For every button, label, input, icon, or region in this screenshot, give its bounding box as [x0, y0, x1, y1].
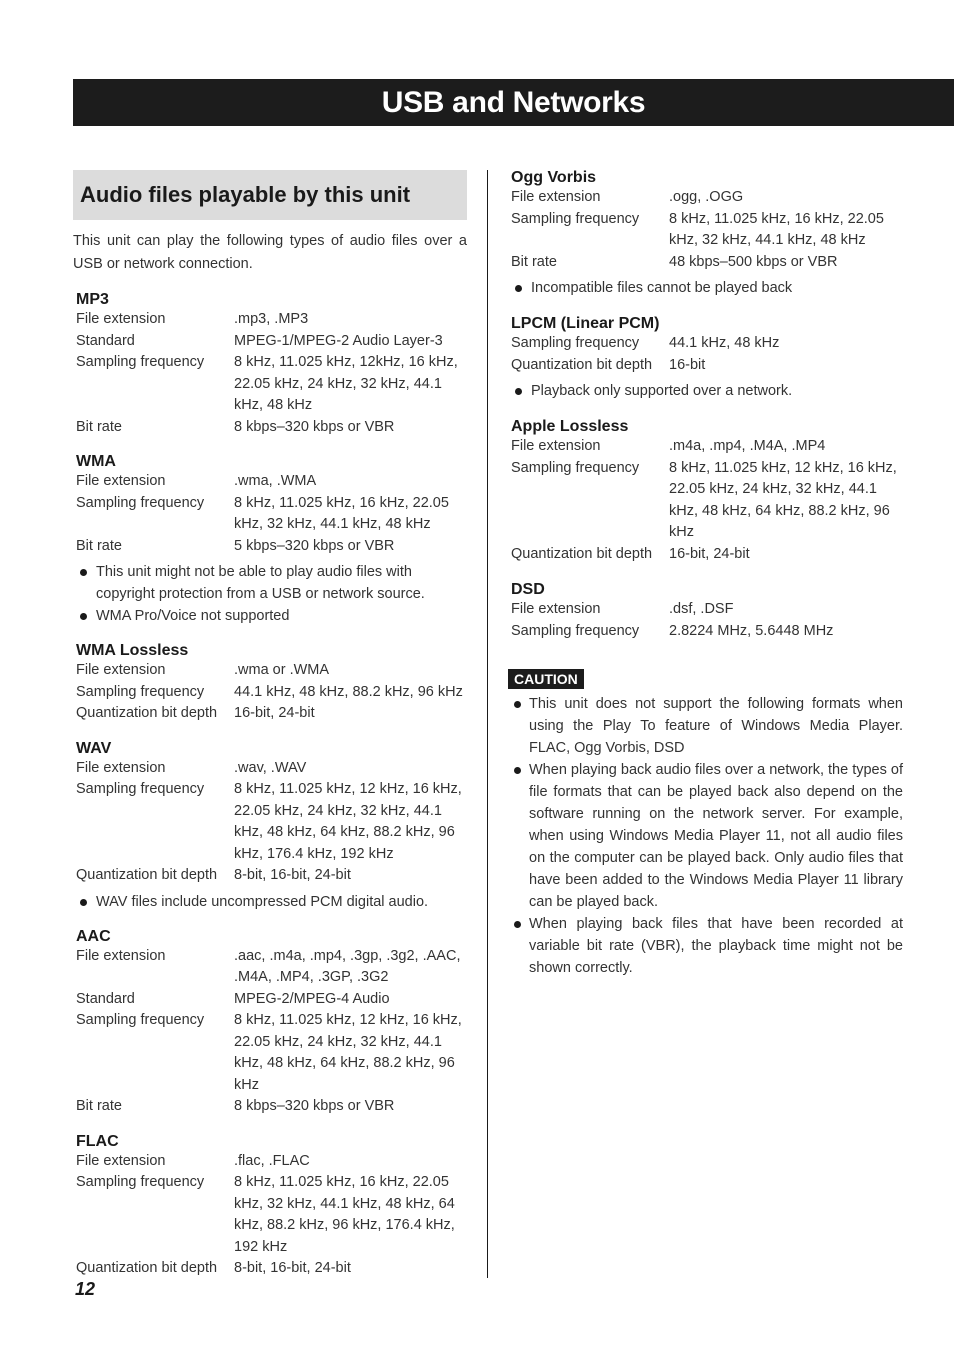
- spec-label: Bit rate: [76, 418, 122, 435]
- spec-value: .wma or .WMA: [234, 662, 330, 678]
- spec-value: 8 kHz, 11.025 kHz, 12 kHz, 16 kHz, 22.05 kHz, 24 kHz, 32 kHz, 44.1 kHz, 48 kHz, 64 kHz, 88.2 kHz, 96 kHz: [669, 459, 897, 540]
- spec-label: Sampling frequency: [511, 210, 640, 227]
- spec-label: File extension: [511, 438, 601, 454]
- spec-row: [76, 703, 467, 725]
- spec-value: 8 kHz, 11.025 kHz, 12kHz, 16 kHz, 22.05 kHz, 24 kHz, 32 kHz, 44.1 kHz, 48 kHz: [234, 354, 458, 413]
- note-text: Playback only supported over a network.: [531, 383, 793, 399]
- spec-label: Bit rate: [511, 253, 557, 270]
- bullet-icon: [80, 613, 87, 620]
- bullet-icon: [514, 767, 521, 774]
- spec-label: Sampling frequency: [76, 354, 205, 370]
- format-title: WMA: [76, 453, 116, 470]
- spec-value: 16-bit: [669, 356, 706, 373]
- spec-label: File extension: [76, 311, 166, 327]
- spec-label: Quantization bit depth: [511, 545, 653, 562]
- bullet-icon: [515, 388, 522, 395]
- spec-value: 16-bit, 24-bit: [669, 545, 750, 562]
- spec-label: File extension: [76, 662, 166, 678]
- spec-label: Sampling frequency: [76, 494, 205, 511]
- spec-value: 48 kbps–500 kbps or VBR: [669, 253, 838, 270]
- spec-value: 16-bit, 24-bit: [234, 705, 315, 721]
- spec-row: [76, 758, 467, 780]
- spec-label: Standard: [76, 990, 135, 1007]
- format-title: Apple Lossless: [511, 418, 629, 435]
- spec-row: [76, 989, 467, 1011]
- caution-text: When playing back audio files over a network, the types of file formats that can be played back also depend on the software running on the network server. For example, when using Windows Media Player 11, not all audio files on the computer can be played back. Only audio files that have been added to the Windows Media Player 11 library can be played back.: [529, 762, 903, 910]
- page-title: USB and Networks: [381, 85, 646, 119]
- spec-value: 44.1 kHz, 48 kHz, 88.2 kHz, 96 kHz: [234, 683, 463, 700]
- spec-label: File extension: [76, 759, 166, 776]
- bullet-icon: [80, 899, 87, 906]
- spec-row: [76, 946, 467, 989]
- spec-value: .flac, .FLAC: [234, 1152, 310, 1169]
- caution-item: [508, 759, 903, 913]
- format-block: [73, 1132, 467, 1280]
- spec-row: [511, 621, 903, 643]
- note-item: [76, 605, 467, 627]
- spec-row: [76, 493, 467, 536]
- spec-label: Sampling frequency: [76, 1174, 205, 1190]
- spec-value: 8 kHz, 11.025 kHz, 16 kHz, 22.05 kHz, 32 kHz, 44.1 kHz, 48 kHz: [234, 494, 449, 532]
- note-list: [76, 891, 467, 913]
- spec-row: [76, 779, 467, 865]
- spec-value: 8 kbps–320 kbps or VBR: [234, 418, 395, 435]
- spec-row: [76, 471, 467, 493]
- caution-label: CAUTION: [508, 669, 584, 689]
- spec-label: Standard: [76, 332, 135, 349]
- spec-label: Quantization bit depth: [76, 1260, 218, 1276]
- note-text: Incompatible files cannot be played back: [531, 280, 793, 296]
- bullet-icon: [515, 285, 522, 292]
- spec-value: .mp3, .MP3: [234, 311, 309, 327]
- spec-label: Sampling frequency: [76, 683, 205, 700]
- right-column: [508, 168, 903, 979]
- spec-value: 8 kbps–320 kbps or VBR: [234, 1098, 395, 1114]
- spec-label: File extension: [511, 601, 601, 617]
- format-title: Ogg Vorbis: [511, 169, 597, 186]
- note-item: [511, 277, 903, 299]
- format-block: [73, 641, 467, 725]
- section-heading: [73, 170, 467, 220]
- spec-value: .m4a, .mp4, .M4A, .MP4: [669, 438, 826, 454]
- note-text: WMA Pro/Voice not supported: [96, 608, 290, 624]
- bullet-icon: [80, 569, 87, 576]
- caution-text: When playing back files that have been recorded at variable bit rate (VBR), the playback time might not be shown correctly.: [529, 916, 903, 976]
- spec-value: .wma, .WMA: [234, 473, 317, 489]
- caution-block: [508, 642, 903, 979]
- spec-row: [76, 1258, 467, 1280]
- spec-value: 8 kHz, 11.025 kHz, 12 kHz, 16 kHz, 22.05 kHz, 24 kHz, 32 kHz, 44.1 kHz, 48 kHz, 64 kHz, 88.2 kHz, 96 kHz, 176.4 kHz, 192 kHz: [234, 781, 462, 862]
- format-title: LPCM (Linear PCM): [511, 315, 660, 332]
- format-title: MP3: [76, 291, 109, 308]
- caution-item: [508, 913, 903, 979]
- note-list: [511, 380, 903, 402]
- spec-value: 8-bit, 16-bit, 24-bit: [234, 867, 351, 883]
- spec-row: [76, 1010, 467, 1096]
- section-title: Audio files playable by this unit: [80, 182, 411, 207]
- spec-row: [511, 355, 903, 377]
- spec-row: [76, 1172, 467, 1258]
- format-block: [508, 580, 903, 642]
- spec-value: .ogg, .OGG: [669, 189, 744, 205]
- spec-value: MPEG-1/MPEG-2 Audio Layer-3: [234, 332, 443, 349]
- format-block: [73, 927, 467, 1118]
- spec-label: Quantization bit depth: [76, 705, 218, 721]
- format-block: [73, 290, 467, 438]
- spec-row: [511, 252, 903, 274]
- spec-row: [76, 682, 467, 704]
- spec-label: Sampling frequency: [511, 459, 640, 476]
- spec-label: Sampling frequency: [511, 335, 640, 351]
- spec-value: 8 kHz, 11.025 kHz, 16 kHz, 22.05 kHz, 32 kHz, 44.1 kHz, 48 kHz: [669, 210, 884, 248]
- format-block: [73, 739, 467, 913]
- note-list: [511, 277, 903, 299]
- note-text: WAV files include uncompressed PCM digital audio.: [96, 893, 429, 910]
- format-title: FLAC: [76, 1132, 119, 1150]
- left-column: [73, 170, 467, 1280]
- bullet-icon: [514, 701, 521, 708]
- right-format-list: [508, 168, 903, 642]
- spec-row: [511, 458, 903, 544]
- caution-list: [508, 693, 903, 979]
- spec-label: File extension: [76, 947, 166, 964]
- format-block: [508, 417, 903, 565]
- spec-value: MPEG-2/MPEG-4 Audio: [234, 990, 390, 1007]
- spec-label: File extension: [76, 473, 166, 489]
- format-title: WMA Lossless: [76, 642, 189, 659]
- spec-row: [511, 436, 903, 458]
- spec-row: [76, 1096, 467, 1118]
- spec-row: [511, 187, 903, 209]
- spec-value: 5 kbps–320 kbps or VBR: [234, 537, 395, 554]
- caution-text: This unit does not support the following formats when using the Play To feature of Windows Media Player. FLAC, Ogg Vorbis, DSD: [529, 696, 903, 756]
- note-item: [76, 561, 467, 605]
- note-list: [76, 561, 467, 627]
- spec-label: Bit rate: [76, 1098, 122, 1114]
- spec-label: Sampling frequency: [511, 622, 640, 639]
- spec-row: [76, 660, 467, 682]
- intro-paragraph: This unit can play the following types of audio files over a USB or network connection.: [73, 233, 467, 272]
- spec-value: .aac, .m4a, .mp4, .3gp, .3g2, .AAC, .M4A, .MP4, .3GP, .3G2: [234, 947, 461, 985]
- spec-row: [511, 599, 903, 621]
- spec-row: [511, 544, 903, 566]
- spec-label: File extension: [511, 189, 601, 205]
- spec-label: Sampling frequency: [76, 1012, 205, 1028]
- spec-row: [511, 333, 903, 355]
- format-title: DSD: [511, 581, 545, 598]
- format-block: [73, 452, 467, 627]
- column-divider: [487, 170, 488, 1278]
- spec-row: [76, 865, 467, 887]
- spec-value: 8 kHz, 11.025 kHz, 12 kHz, 16 kHz, 22.05 kHz, 24 kHz, 32 kHz, 44.1 kHz, 48 kHz, 64 kHz, 88.2 kHz, 96 kHz: [234, 1012, 462, 1093]
- spec-row: [511, 209, 903, 252]
- left-format-list: [73, 290, 467, 1280]
- spec-value: 44.1 kHz, 48 kHz: [669, 335, 780, 351]
- spec-label: Sampling frequency: [76, 781, 205, 797]
- spec-label: Quantization bit depth: [76, 867, 218, 883]
- format-title: AAC: [76, 927, 111, 945]
- spec-row: [76, 309, 467, 331]
- format-block: [508, 314, 903, 402]
- spec-row: [76, 1151, 467, 1173]
- caution-item: [508, 693, 903, 759]
- spec-label: Bit rate: [76, 537, 122, 554]
- spec-value: 8-bit, 16-bit, 24-bit: [234, 1260, 351, 1276]
- spec-row: [76, 331, 467, 353]
- spec-label: Quantization bit depth: [511, 356, 653, 373]
- spec-row: [76, 536, 467, 558]
- page-number: 12: [75, 1279, 96, 1299]
- note-item: [76, 891, 467, 913]
- format-block: [508, 168, 903, 299]
- spec-value: 2.8224 MHz, 5.6448 MHz: [669, 622, 834, 639]
- spec-row: [76, 417, 467, 439]
- note-text: This unit might not be able to play audio files with copyright protection from a USB or network source.: [96, 564, 425, 602]
- spec-row: [76, 352, 467, 417]
- format-title: WAV: [76, 739, 112, 757]
- bullet-icon: [514, 921, 521, 928]
- spec-value: 8 kHz, 11.025 kHz, 16 kHz, 22.05 kHz, 32 kHz, 44.1 kHz, 48 kHz, 64 kHz, 88.2 kHz, 96 kHz, 176.4 kHz, 192 kHz: [234, 1174, 455, 1255]
- spec-label: File extension: [76, 1152, 166, 1169]
- page-header-banner: [73, 79, 954, 126]
- spec-value: .dsf, .DSF: [669, 601, 734, 617]
- note-item: [511, 380, 903, 402]
- spec-value: .wav, .WAV: [234, 759, 307, 776]
